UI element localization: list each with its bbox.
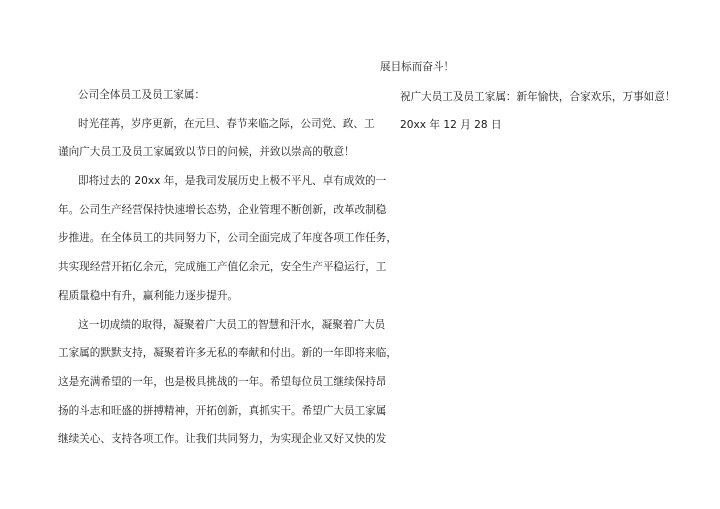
letter-line: 程质量稳中有升，赢利能力逐步提升。 (58, 289, 239, 302)
letter-closing-wishes: 祝广大员工及员工家属：新年愉快，合家欢乐，万事如意！ (400, 90, 676, 103)
letter-line: 时光荏苒，岁序更新，在元旦、春节来临之际，公司党、政、工 (78, 117, 375, 130)
letter-line: 年。公司生产经营保持快速增长态势，企业管理不断创新，改革改制稳 (58, 203, 387, 216)
letter-line: 谨向广大员工及员工家属致以节日的问候，并致以崇高的敬意！ (58, 146, 355, 159)
letter-right-column (380, 53, 680, 140)
letter-line: 步推进。在全体员工的共同努力下，公司全面完成了年度各项工作任务， (58, 232, 397, 245)
letter-left-column (58, 81, 397, 454)
letter-salutation: 公司全体员工及员工家属： (78, 89, 206, 101)
letter-date: 20xx 年 12 月 28 日 (400, 119, 502, 132)
letter-line: 扬的斗志和旺盛的拼搏精神，开拓创新，真抓实干。希望广大员工家属 (58, 404, 387, 417)
letter-line: 继续关心、支持各项工作。让我们共同努力，为实现企业又好又快的发 (58, 433, 387, 446)
letter-line: 这一切成绩的取得，凝聚着广大员工的智慧和汗水，凝聚着广大员 (78, 318, 386, 331)
letter-line: 即将过去的 20xx 年，是我司发展历史上极不平凡、卓有成效的一 (78, 175, 387, 188)
letter-line: 展目标而奋斗！ (380, 61, 455, 73)
letter-line: 工家属的默默支持，凝聚着许多无私的奉献和付出。新的一年即将来临， (58, 347, 397, 360)
letter-line: 这是充满希望的一年，也是极具挑战的一年。希望每位员工继续保持昂 (58, 375, 387, 388)
letter-line: 共实现经营开拓亿余元，完成施工产值亿余元，安全生产平稳运行，工 (58, 261, 387, 274)
